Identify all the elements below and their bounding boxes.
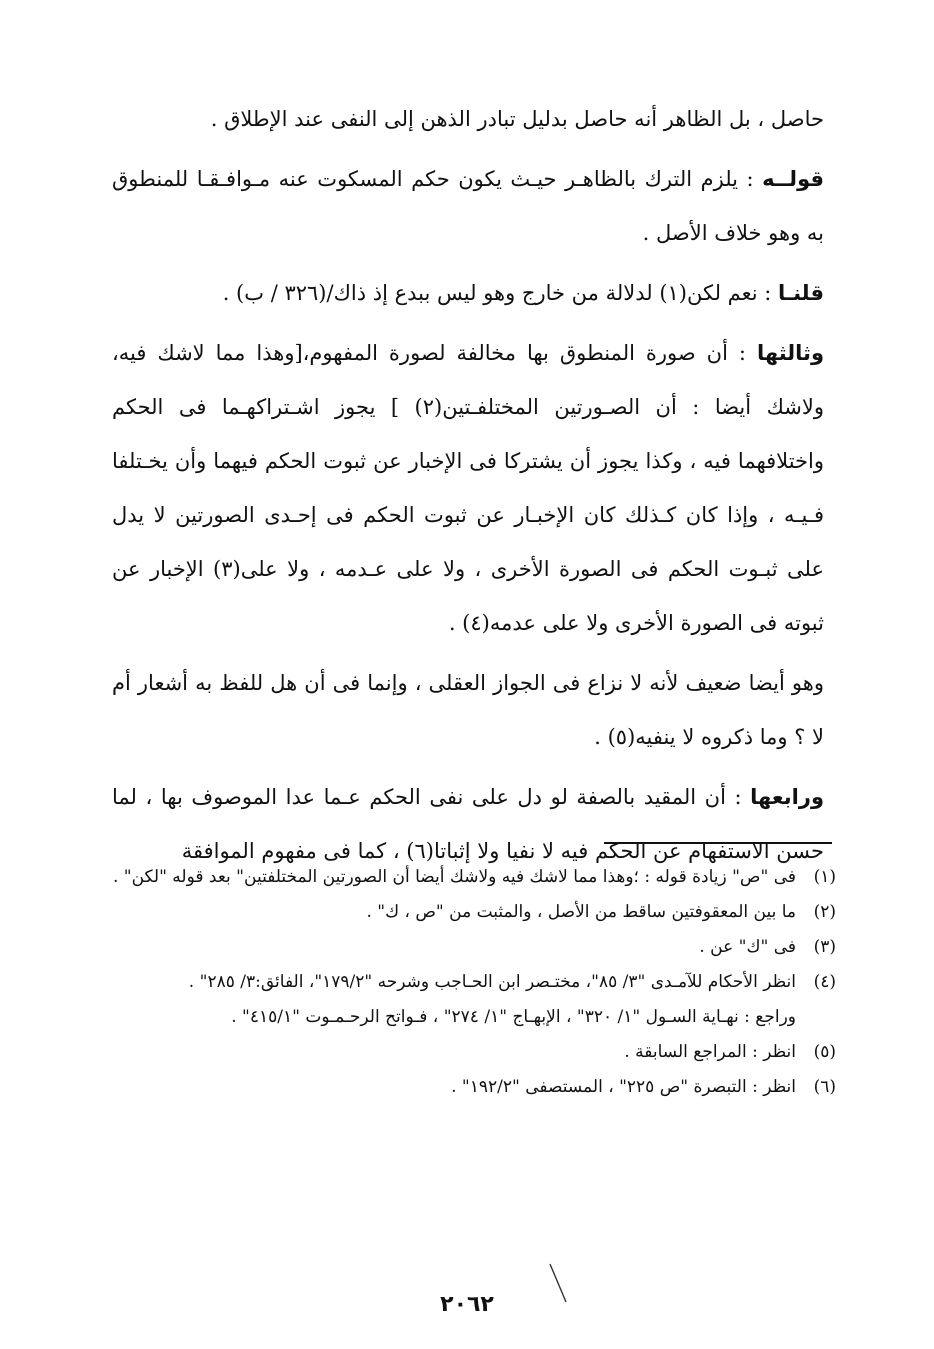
footnotes (96, 862, 836, 1107)
paragraph-text: : أن المقيد بالصفة لو دل على نفى الحكم عـما عدا الموصوف بها ، لما حسن الاستفهام عن الحكم فيه لا نفيا ولا إثباتا(٦) ، كما فى مفهوم الموافقة (112, 785, 824, 863)
footnote (96, 1037, 836, 1068)
footnote (96, 1072, 836, 1103)
paragraph-text: حاصل ، بل الظاهر أنه حاصل بدليل تبادر الذهن إلى النفى عند الإطلاق . (210, 107, 824, 131)
footnote (96, 897, 836, 928)
footnote-text: فى "ص" زيادة قوله : ؛وهذا مما لاشك فيه ولاشك أيضا أن الصورتين المختلفتين" بعد قوله "لكن" . (112, 867, 796, 887)
footnote-text: ما بين المعقوفتين ساقط من الأصل ، والمثبت من "ص ، ك" . (366, 902, 796, 922)
footnote-text: انظر : المراجع السابقة . (624, 1042, 796, 1062)
footnote-continuation: وراجع : نهـاية السـول "١/ ٣٢٠" ، الإبهـاج "١/ ٢٧٤" ، فـواتح الرحـمـوت "٤١٥/١" . (231, 1007, 796, 1027)
footnote-number: (٦) (813, 1077, 836, 1097)
paragraph-text: : نعم لكن(١) لدلالة من خارج وهو ليس ببدع إذ ذاك/(٣٢٦ / ب) . (222, 281, 779, 305)
paragraph-lead: ورابعها (750, 785, 824, 809)
paragraph (112, 92, 824, 146)
paragraph-text: وهو أيضا ضعيف لأنه لا نزاع فى الجواز العقلى ، وإنما فى أن هل للفظ به أشعار أم لا ؟ وما ذكروه لا ينفيه(٥) . (112, 671, 824, 749)
footnote-text: انظر الأحكام للآمـدى "٣/ ٨٥"، مختـصر ابن الحـاجب وشرحه "١٧٩/٢"، الفائق:٣/ ٢٨٥" . (188, 972, 796, 992)
footnote (96, 932, 836, 963)
body-text (112, 92, 824, 882)
footnote-number: (٥) (813, 1042, 836, 1062)
footnote-separator (604, 842, 832, 844)
paragraph (112, 656, 824, 764)
paragraph (112, 266, 824, 320)
page-number: ٢٠٦٢ (440, 1292, 494, 1317)
footnote-number: (٢) (813, 902, 836, 922)
footnote-text: انظر : التبصرة "ص ٢٢٥" ، المستصفى "١٩٢/٢" . (451, 1077, 796, 1097)
paragraph-lead: قلنـا (778, 281, 824, 305)
footnote (96, 967, 836, 998)
paragraph (112, 152, 824, 260)
paragraph-lead: وثالثها (756, 341, 824, 365)
footnote-number: (٤) (813, 972, 836, 992)
footnote-number: (٣) (813, 937, 836, 957)
paragraph-text: : أن صورة المنطوق بها مخالفة لصورة المفهوم،[وهذا مما لاشك فيه، ولاشك أيضا : أن الصـورتين المختلفـتين(٢) ] يجوز اشـتراكهـما فى الحكم واختلافهما فيه ، وكذا يجوز أن يشتركا فى الإخبار عن ثبوت الحكم فيهما وأن يخـتلفا فـيـه ، وإذا كان كـذلك كان الإخبـار عن ثبوت الحكم فى إحـدى الصورتين لا يدل على ثبـوت الحكم فى الصورة الأخرى ، ولا على عـدمه ، ولا على(٣) الإخبار عن ثبوته فى الصورة الأخرى ولا على عدمه(٤) . (112, 341, 824, 635)
paragraph-lead: قولــه (762, 167, 824, 191)
footnote-number: (١) (813, 867, 836, 887)
footnote (96, 862, 836, 893)
paragraph-text: : يلزم الترك بالظاهـر حيـث يكون حكم المسكوت عنه مـوافـقـا للمنطوق به وهو خلاف الأصل . (112, 167, 824, 245)
paragraph (112, 326, 824, 650)
footnote-text: فى "ك" عن . (699, 937, 796, 957)
